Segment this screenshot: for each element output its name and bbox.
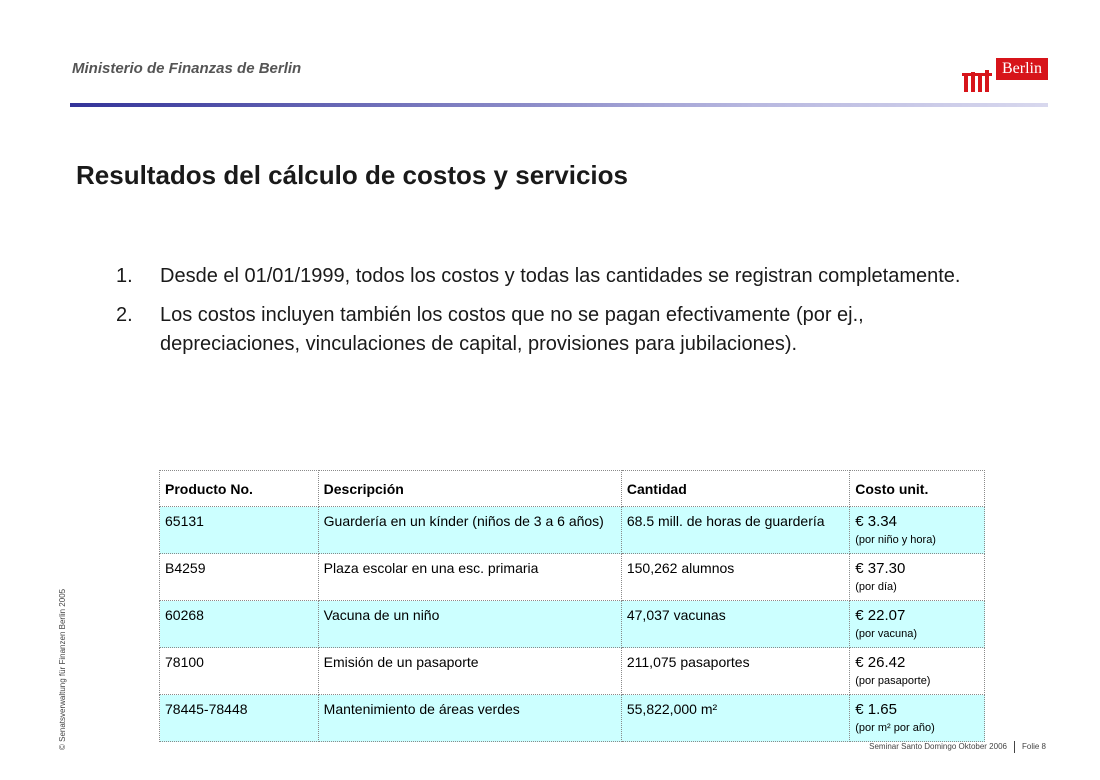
berlin-bear-bars-icon xyxy=(962,64,996,92)
header-rule xyxy=(70,103,1048,107)
cell-cost xyxy=(850,507,985,554)
list-item-number: 1. xyxy=(116,265,133,287)
cell-description: Mantenimiento de áreas verdes xyxy=(318,695,621,742)
cell-description: Emisión de un pasaporte xyxy=(318,648,621,695)
cell-cost xyxy=(850,601,985,648)
cost-table xyxy=(159,470,985,742)
bullet-list xyxy=(116,262,976,369)
cell-cost xyxy=(850,648,985,695)
list-item-text: Desde el 01/01/1999, todos los costos y todas las cantidades se registran completamente. xyxy=(160,265,961,287)
list-item xyxy=(116,301,976,359)
cell-quantity: 211,075 pasaportes xyxy=(621,648,849,695)
cell-description: Vacuna de un niño xyxy=(318,601,621,648)
list-item-text: Los costos incluyen también los costos que no se pagan efectivamente (por ej., depreciaciones, vinculaciones de capital, provisiones para jubilaciones). xyxy=(160,304,864,355)
table-header-row xyxy=(160,471,985,507)
cost-note: (por vacuna) xyxy=(855,628,918,640)
cost-value: € 3.34 xyxy=(855,513,897,530)
list-item-number: 2. xyxy=(116,304,133,326)
sidebar-copyright: © Senatsverwaltung für Finanzen Berlin 2005 xyxy=(58,588,67,750)
table-row xyxy=(160,554,985,601)
ministry-header: Ministerio de Finanzas de Berlin xyxy=(72,60,302,77)
column-header-quantity: Cantidad xyxy=(621,471,849,507)
cost-value: € 26.42 xyxy=(855,654,906,671)
cell-cost xyxy=(850,695,985,742)
cost-value: € 37.30 xyxy=(855,560,906,577)
column-header-cost: Costo unit. xyxy=(850,471,985,507)
cell-product: B4259 xyxy=(160,554,319,601)
cell-product: 78100 xyxy=(160,648,319,695)
cell-product: 60268 xyxy=(160,601,319,648)
cost-note: (por pasaporte) xyxy=(855,675,931,687)
cell-quantity: 47,037 vacunas xyxy=(621,601,849,648)
footer-slide-number: Folie 8 xyxy=(1021,742,1046,752)
cost-value: € 1.65 xyxy=(855,701,897,718)
table-row xyxy=(160,648,985,695)
list-item xyxy=(116,262,976,291)
cell-product: 78445-78448 xyxy=(160,695,319,742)
table-row xyxy=(160,507,985,554)
footer-divider xyxy=(1014,741,1015,753)
cell-product: 65131 xyxy=(160,507,319,554)
page-title: Resultados del cálculo de costos y servicios xyxy=(76,160,628,190)
cell-cost xyxy=(850,554,985,601)
footer-seminar: Seminar Santo Domingo Oktober 2006 xyxy=(869,742,1007,752)
footer xyxy=(869,741,1046,753)
column-header-description: Descripción xyxy=(318,471,621,507)
berlin-logo xyxy=(962,58,1050,92)
cost-note: (por niño y hora) xyxy=(855,534,936,546)
logo-wordmark: Berlin xyxy=(996,58,1048,80)
table-row xyxy=(160,695,985,742)
table-row xyxy=(160,601,985,648)
cell-quantity: 150,262 alumnos xyxy=(621,554,849,601)
cell-description: Guardería en un kínder (niños de 3 a 6 años) xyxy=(318,507,621,554)
cost-note: (por m² por año) xyxy=(855,722,935,734)
cell-quantity: 55,822,000 m² xyxy=(621,695,849,742)
cell-quantity: 68.5 mill. de horas de guardería xyxy=(621,507,849,554)
cost-value: € 22.07 xyxy=(855,607,906,624)
cost-note: (por día) xyxy=(855,581,897,593)
column-header-product: Producto No. xyxy=(160,471,319,507)
cell-description: Plaza escolar en una esc. primaria xyxy=(318,554,621,601)
